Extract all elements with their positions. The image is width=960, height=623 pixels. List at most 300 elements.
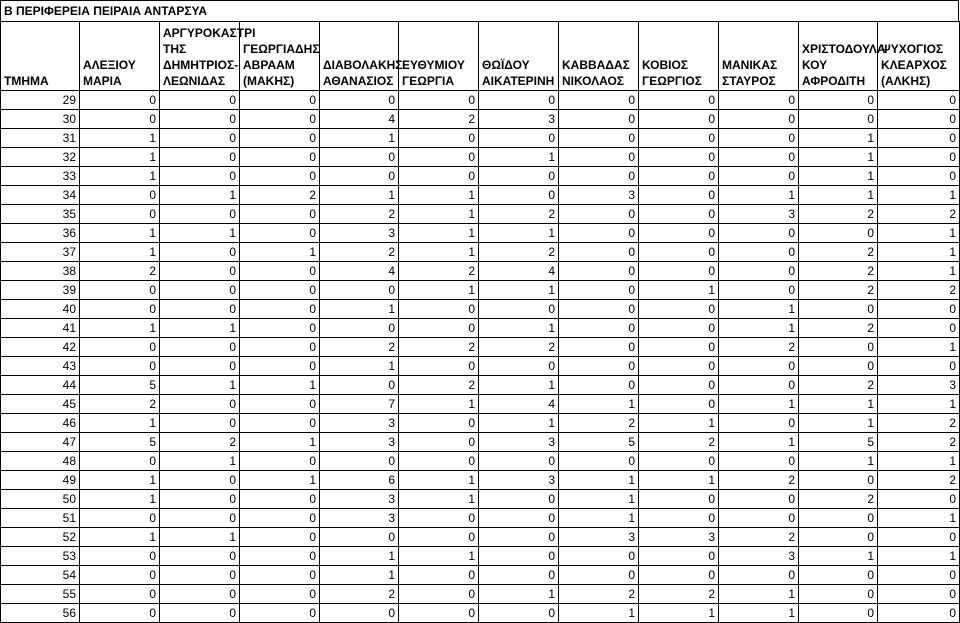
vote-count-cell[interactable]: 3 — [719, 205, 799, 224]
vote-count-cell[interactable]: 0 — [160, 471, 240, 490]
col-header-diavolakis[interactable]: ΔΙΑΒΟΛΑΚΗΣ ΑΘΑΝΑΣΙΟΣ — [320, 22, 399, 91]
vote-count-cell[interactable]: 0 — [878, 604, 960, 623]
vote-count-cell[interactable]: 3 — [320, 414, 399, 433]
col-header-kavvadas[interactable]: ΚΑΒΒΑΔΑΣ ΝΙΚΟΛΑΟΣ — [559, 22, 639, 91]
vote-count-cell[interactable]: 0 — [639, 357, 719, 376]
vote-count-cell[interactable]: 2 — [799, 262, 878, 281]
vote-count-cell[interactable]: 0 — [399, 509, 479, 528]
vote-count-cell[interactable]: 0 — [399, 452, 479, 471]
vote-count-cell[interactable]: 0 — [799, 300, 878, 319]
vote-count-cell[interactable]: 2 — [559, 414, 639, 433]
section-number-cell[interactable]: 30 — [1, 110, 80, 129]
vote-count-cell[interactable]: 1 — [479, 224, 559, 243]
vote-count-cell[interactable]: 0 — [160, 167, 240, 186]
vote-count-cell[interactable]: 1 — [878, 243, 960, 262]
vote-count-cell[interactable]: 0 — [559, 300, 639, 319]
vote-count-cell[interactable]: 0 — [799, 224, 878, 243]
vote-count-cell[interactable]: 1 — [878, 452, 960, 471]
vote-count-cell[interactable]: 1 — [878, 338, 960, 357]
col-header-psychogios[interactable]: ΨΥΧΟΓΙΟΣ ΚΛΕΑΡΧΟΣ (ΑΛΚΗΣ) — [878, 22, 960, 91]
vote-count-cell[interactable]: 1 — [719, 585, 799, 604]
vote-count-cell[interactable]: 0 — [80, 357, 160, 376]
vote-count-cell[interactable]: 7 — [320, 395, 399, 414]
vote-count-cell[interactable]: 4 — [479, 395, 559, 414]
vote-count-cell[interactable]: 0 — [559, 281, 639, 300]
vote-count-cell[interactable]: 0 — [479, 186, 559, 205]
vote-count-cell[interactable]: 3 — [320, 224, 399, 243]
vote-count-cell[interactable]: 1 — [160, 452, 240, 471]
vote-count-cell[interactable]: 0 — [399, 167, 479, 186]
vote-count-cell[interactable]: 0 — [719, 167, 799, 186]
vote-count-cell[interactable]: 0 — [719, 224, 799, 243]
vote-count-cell[interactable]: 2 — [878, 433, 960, 452]
vote-count-cell[interactable]: 0 — [160, 300, 240, 319]
vote-count-cell[interactable]: 1 — [80, 148, 160, 167]
vote-count-cell[interactable]: 0 — [639, 509, 719, 528]
vote-count-cell[interactable]: 1 — [479, 319, 559, 338]
vote-count-cell[interactable]: 1 — [799, 186, 878, 205]
vote-count-cell[interactable]: 0 — [240, 414, 320, 433]
col-header-kovios[interactable]: ΚΟΒΙΟΣ ΓΕΩΡΓΙΟΣ — [639, 22, 719, 91]
vote-count-cell[interactable]: 1 — [320, 129, 399, 148]
col-header-thoidou[interactable]: ΘΩΪΔΟΥ ΑΙΚΑΤΕΡΙΝΗ — [479, 22, 559, 91]
vote-count-cell[interactable]: 2 — [559, 585, 639, 604]
vote-count-cell[interactable]: 2 — [320, 243, 399, 262]
vote-count-cell[interactable]: 0 — [240, 148, 320, 167]
vote-count-cell[interactable]: 4 — [479, 262, 559, 281]
vote-count-cell[interactable]: 0 — [639, 129, 719, 148]
vote-count-cell[interactable]: 2 — [878, 471, 960, 490]
vote-count-cell[interactable]: 0 — [160, 604, 240, 623]
vote-count-cell[interactable]: 0 — [479, 604, 559, 623]
vote-count-cell[interactable]: 2 — [719, 528, 799, 547]
vote-count-cell[interactable]: 1 — [878, 224, 960, 243]
vote-count-cell[interactable]: 3 — [559, 186, 639, 205]
vote-count-cell[interactable]: 2 — [320, 338, 399, 357]
vote-count-cell[interactable]: 2 — [719, 471, 799, 490]
vote-count-cell[interactable]: 2 — [799, 243, 878, 262]
vote-count-cell[interactable]: 0 — [240, 110, 320, 129]
vote-count-cell[interactable]: 2 — [399, 110, 479, 129]
vote-count-cell[interactable]: 0 — [160, 129, 240, 148]
vote-count-cell[interactable]: 1 — [719, 604, 799, 623]
vote-count-cell[interactable]: 1 — [479, 585, 559, 604]
vote-count-cell[interactable]: 0 — [479, 452, 559, 471]
vote-count-cell[interactable]: 0 — [160, 243, 240, 262]
vote-count-cell[interactable]: 3 — [559, 528, 639, 547]
vote-count-cell[interactable]: 0 — [719, 91, 799, 110]
vote-count-cell[interactable]: 2 — [399, 338, 479, 357]
vote-count-cell[interactable]: 0 — [80, 509, 160, 528]
vote-count-cell[interactable]: 0 — [240, 300, 320, 319]
vote-count-cell[interactable]: 0 — [559, 376, 639, 395]
vote-count-cell[interactable]: 0 — [160, 338, 240, 357]
col-header-tmima[interactable]: ΤΜΗΜΑ — [1, 22, 80, 91]
vote-count-cell[interactable]: 3 — [320, 509, 399, 528]
section-number-cell[interactable]: 29 — [1, 91, 80, 110]
vote-count-cell[interactable]: 0 — [240, 528, 320, 547]
vote-count-cell[interactable]: 2 — [878, 414, 960, 433]
vote-count-cell[interactable]: 2 — [878, 205, 960, 224]
vote-count-cell[interactable]: 0 — [240, 566, 320, 585]
vote-count-cell[interactable]: 0 — [799, 471, 878, 490]
vote-count-cell[interactable]: 2 — [240, 186, 320, 205]
vote-count-cell[interactable]: 2 — [878, 281, 960, 300]
vote-count-cell[interactable]: 1 — [559, 604, 639, 623]
vote-count-cell[interactable]: 1 — [479, 414, 559, 433]
vote-count-cell[interactable]: 0 — [799, 338, 878, 357]
vote-count-cell[interactable]: 1 — [399, 471, 479, 490]
vote-count-cell[interactable]: 1 — [878, 186, 960, 205]
section-number-cell[interactable]: 52 — [1, 528, 80, 547]
vote-count-cell[interactable]: 0 — [559, 566, 639, 585]
vote-count-cell[interactable]: 2 — [639, 585, 719, 604]
vote-count-cell[interactable]: 1 — [878, 509, 960, 528]
vote-count-cell[interactable]: 1 — [399, 243, 479, 262]
vote-count-cell[interactable]: 1 — [479, 281, 559, 300]
vote-count-cell[interactable]: 0 — [719, 110, 799, 129]
section-number-cell[interactable]: 36 — [1, 224, 80, 243]
vote-count-cell[interactable]: 0 — [320, 376, 399, 395]
vote-count-cell[interactable]: 5 — [80, 376, 160, 395]
vote-count-cell[interactable]: 0 — [479, 357, 559, 376]
vote-count-cell[interactable]: 0 — [160, 91, 240, 110]
vote-count-cell[interactable]: 0 — [878, 528, 960, 547]
vote-count-cell[interactable]: 0 — [559, 205, 639, 224]
vote-count-cell[interactable]: 0 — [80, 186, 160, 205]
vote-count-cell[interactable]: 1 — [320, 357, 399, 376]
vote-count-cell[interactable]: 1 — [639, 414, 719, 433]
vote-count-cell[interactable]: 2 — [719, 338, 799, 357]
section-number-cell[interactable]: 51 — [1, 509, 80, 528]
vote-count-cell[interactable]: 0 — [878, 148, 960, 167]
vote-count-cell[interactable]: 0 — [799, 528, 878, 547]
section-number-cell[interactable]: 37 — [1, 243, 80, 262]
vote-count-cell[interactable]: 0 — [240, 452, 320, 471]
vote-count-cell[interactable]: 0 — [719, 566, 799, 585]
section-number-cell[interactable]: 31 — [1, 129, 80, 148]
vote-count-cell[interactable]: 4 — [320, 262, 399, 281]
section-number-cell[interactable]: 44 — [1, 376, 80, 395]
vote-count-cell[interactable]: 0 — [479, 547, 559, 566]
vote-count-cell[interactable]: 0 — [878, 110, 960, 129]
vote-count-cell[interactable]: 0 — [719, 262, 799, 281]
vote-count-cell[interactable]: 2 — [799, 281, 878, 300]
vote-count-cell[interactable]: 0 — [799, 91, 878, 110]
vote-count-cell[interactable]: 0 — [240, 129, 320, 148]
vote-count-cell[interactable]: 1 — [878, 547, 960, 566]
vote-count-cell[interactable]: 0 — [160, 205, 240, 224]
vote-count-cell[interactable]: 1 — [240, 433, 320, 452]
vote-count-cell[interactable]: 1 — [80, 167, 160, 186]
vote-count-cell[interactable]: 0 — [639, 300, 719, 319]
vote-count-cell[interactable]: 0 — [878, 319, 960, 338]
vote-count-cell[interactable]: 0 — [479, 129, 559, 148]
vote-count-cell[interactable]: 0 — [160, 281, 240, 300]
vote-count-cell[interactable]: 0 — [80, 452, 160, 471]
vote-count-cell[interactable]: 0 — [399, 91, 479, 110]
vote-count-cell[interactable]: 0 — [639, 167, 719, 186]
vote-count-cell[interactable]: 6 — [320, 471, 399, 490]
vote-count-cell[interactable]: 2 — [399, 376, 479, 395]
vote-count-cell[interactable]: 2 — [799, 205, 878, 224]
section-number-cell[interactable]: 34 — [1, 186, 80, 205]
vote-count-cell[interactable]: 0 — [80, 585, 160, 604]
section-number-cell[interactable]: 45 — [1, 395, 80, 414]
vote-count-cell[interactable]: 0 — [399, 566, 479, 585]
vote-count-cell[interactable]: 0 — [559, 357, 639, 376]
vote-count-cell[interactable]: 1 — [799, 129, 878, 148]
vote-count-cell[interactable]: 0 — [479, 509, 559, 528]
vote-count-cell[interactable]: 0 — [799, 585, 878, 604]
vote-count-cell[interactable]: 1 — [399, 205, 479, 224]
vote-count-cell[interactable]: 1 — [240, 243, 320, 262]
section-number-cell[interactable]: 38 — [1, 262, 80, 281]
vote-count-cell[interactable]: 1 — [80, 528, 160, 547]
vote-count-cell[interactable]: 3 — [719, 547, 799, 566]
section-number-cell[interactable]: 32 — [1, 148, 80, 167]
vote-count-cell[interactable]: 0 — [240, 547, 320, 566]
vote-count-cell[interactable]: 0 — [240, 338, 320, 357]
vote-count-cell[interactable]: 0 — [320, 528, 399, 547]
vote-count-cell[interactable]: 0 — [160, 585, 240, 604]
vote-count-cell[interactable]: 1 — [639, 471, 719, 490]
vote-count-cell[interactable]: 1 — [399, 395, 479, 414]
vote-count-cell[interactable]: 1 — [559, 395, 639, 414]
vote-count-cell[interactable]: 0 — [719, 243, 799, 262]
vote-count-cell[interactable]: 0 — [639, 452, 719, 471]
vote-count-cell[interactable]: 0 — [639, 205, 719, 224]
vote-count-cell[interactable]: 0 — [399, 319, 479, 338]
section-number-cell[interactable]: 55 — [1, 585, 80, 604]
vote-count-cell[interactable]: 2 — [799, 376, 878, 395]
vote-count-cell[interactable]: 0 — [240, 357, 320, 376]
vote-count-cell[interactable]: 0 — [80, 300, 160, 319]
vote-count-cell[interactable]: 0 — [559, 319, 639, 338]
section-number-cell[interactable]: 35 — [1, 205, 80, 224]
vote-count-cell[interactable]: 0 — [639, 338, 719, 357]
vote-count-cell[interactable]: 0 — [399, 129, 479, 148]
vote-count-cell[interactable]: 0 — [80, 110, 160, 129]
vote-count-cell[interactable]: 2 — [639, 433, 719, 452]
vote-count-cell[interactable]: 0 — [559, 91, 639, 110]
section-number-cell[interactable]: 50 — [1, 490, 80, 509]
vote-count-cell[interactable]: 1 — [799, 547, 878, 566]
vote-count-cell[interactable]: 1 — [80, 224, 160, 243]
section-number-cell[interactable]: 40 — [1, 300, 80, 319]
vote-count-cell[interactable]: 0 — [878, 300, 960, 319]
vote-count-cell[interactable]: 0 — [320, 148, 399, 167]
vote-count-cell[interactable]: 0 — [878, 129, 960, 148]
vote-count-cell[interactable]: 0 — [80, 547, 160, 566]
vote-count-cell[interactable]: 1 — [320, 186, 399, 205]
vote-count-cell[interactable]: 0 — [559, 224, 639, 243]
vote-count-cell[interactable]: 0 — [399, 148, 479, 167]
vote-count-cell[interactable]: 0 — [878, 585, 960, 604]
vote-count-cell[interactable]: 0 — [479, 566, 559, 585]
vote-count-cell[interactable]: 3 — [479, 110, 559, 129]
vote-count-cell[interactable]: 1 — [799, 395, 878, 414]
vote-count-cell[interactable]: 0 — [240, 167, 320, 186]
section-number-cell[interactable]: 56 — [1, 604, 80, 623]
vote-count-cell[interactable]: 0 — [639, 243, 719, 262]
vote-count-cell[interactable]: 1 — [559, 509, 639, 528]
vote-count-cell[interactable]: 0 — [80, 281, 160, 300]
vote-count-cell[interactable]: 1 — [878, 262, 960, 281]
vote-count-cell[interactable]: 0 — [160, 148, 240, 167]
vote-count-cell[interactable]: 0 — [878, 566, 960, 585]
vote-count-cell[interactable]: 0 — [399, 528, 479, 547]
vote-count-cell[interactable]: 0 — [479, 490, 559, 509]
section-number-cell[interactable]: 42 — [1, 338, 80, 357]
vote-count-cell[interactable]: 0 — [639, 148, 719, 167]
vote-count-cell[interactable]: 3 — [479, 471, 559, 490]
vote-count-cell[interactable]: 2 — [799, 319, 878, 338]
section-number-cell[interactable]: 49 — [1, 471, 80, 490]
vote-count-cell[interactable]: 0 — [240, 281, 320, 300]
vote-count-cell[interactable]: 3 — [878, 376, 960, 395]
vote-count-cell[interactable]: 0 — [639, 262, 719, 281]
vote-count-cell[interactable]: 0 — [719, 148, 799, 167]
vote-count-cell[interactable]: 0 — [80, 338, 160, 357]
vote-count-cell[interactable]: 1 — [80, 414, 160, 433]
section-number-cell[interactable]: 53 — [1, 547, 80, 566]
vote-count-cell[interactable]: 5 — [80, 433, 160, 452]
vote-count-cell[interactable]: 0 — [240, 604, 320, 623]
vote-count-cell[interactable]: 1 — [80, 490, 160, 509]
vote-count-cell[interactable]: 0 — [240, 91, 320, 110]
vote-count-cell[interactable]: 0 — [479, 91, 559, 110]
vote-count-cell[interactable]: 0 — [559, 110, 639, 129]
vote-count-cell[interactable]: 0 — [719, 129, 799, 148]
vote-count-cell[interactable]: 0 — [399, 357, 479, 376]
vote-count-cell[interactable]: 0 — [399, 604, 479, 623]
col-header-efthymiou[interactable]: ΕΥΘΥΜΙΟΥ ΓΕΩΡΓΙΑ — [399, 22, 479, 91]
vote-count-cell[interactable]: 0 — [320, 604, 399, 623]
vote-count-cell[interactable]: 0 — [639, 186, 719, 205]
vote-count-cell[interactable]: 0 — [320, 281, 399, 300]
vote-count-cell[interactable]: 0 — [639, 91, 719, 110]
vote-count-cell[interactable]: 1 — [639, 281, 719, 300]
vote-count-cell[interactable]: 0 — [639, 376, 719, 395]
vote-count-cell[interactable]: 1 — [719, 186, 799, 205]
vote-count-cell[interactable]: 0 — [80, 205, 160, 224]
vote-count-cell[interactable]: 1 — [799, 414, 878, 433]
vote-count-cell[interactable]: 1 — [719, 433, 799, 452]
section-number-cell[interactable]: 33 — [1, 167, 80, 186]
vote-count-cell[interactable]: 0 — [240, 205, 320, 224]
vote-count-cell[interactable]: 0 — [878, 91, 960, 110]
vote-count-cell[interactable]: 2 — [479, 338, 559, 357]
vote-count-cell[interactable]: 1 — [799, 167, 878, 186]
vote-count-cell[interactable]: 2 — [479, 243, 559, 262]
vote-count-cell[interactable]: 0 — [80, 566, 160, 585]
vote-count-cell[interactable]: 1 — [878, 395, 960, 414]
vote-count-cell[interactable]: 1 — [559, 490, 639, 509]
vote-count-cell[interactable]: 1 — [320, 547, 399, 566]
vote-count-cell[interactable]: 2 — [80, 395, 160, 414]
vote-count-cell[interactable]: 1 — [80, 471, 160, 490]
vote-count-cell[interactable]: 0 — [320, 452, 399, 471]
vote-count-cell[interactable]: 3 — [639, 528, 719, 547]
vote-count-cell[interactable]: 2 — [479, 205, 559, 224]
col-header-argyrokastritis[interactable]: ΑΡΓΥΡΟΚΑΣΤΡΙ ΤΗΣ ΔΗΜΗΤΡΙΟΣ- ΛΕΩΝΙΔΑΣ — [160, 22, 240, 91]
vote-count-cell[interactable]: 1 — [399, 490, 479, 509]
vote-count-cell[interactable]: 0 — [799, 604, 878, 623]
vote-count-cell[interactable]: 1 — [719, 300, 799, 319]
vote-count-cell[interactable]: 1 — [479, 376, 559, 395]
vote-count-cell[interactable]: 0 — [639, 566, 719, 585]
vote-count-cell[interactable]: 0 — [479, 300, 559, 319]
vote-count-cell[interactable]: 0 — [160, 110, 240, 129]
vote-count-cell[interactable]: 3 — [320, 433, 399, 452]
section-number-cell[interactable]: 47 — [1, 433, 80, 452]
vote-count-cell[interactable]: 4 — [320, 110, 399, 129]
vote-count-cell[interactable]: 1 — [799, 148, 878, 167]
col-header-manikas[interactable]: ΜΑΝΙΚΑΣ ΣΤΑΥΡΟΣ — [719, 22, 799, 91]
vote-count-cell[interactable]: 0 — [240, 585, 320, 604]
vote-count-cell[interactable]: 0 — [160, 490, 240, 509]
vote-count-cell[interactable]: 0 — [559, 148, 639, 167]
vote-count-cell[interactable]: 0 — [559, 338, 639, 357]
vote-count-cell[interactable]: 0 — [799, 509, 878, 528]
vote-count-cell[interactable]: 0 — [160, 547, 240, 566]
vote-count-cell[interactable]: 1 — [240, 471, 320, 490]
vote-count-cell[interactable]: 1 — [240, 376, 320, 395]
vote-count-cell[interactable]: 5 — [799, 433, 878, 452]
vote-count-cell[interactable]: 0 — [719, 376, 799, 395]
vote-count-cell[interactable]: 1 — [320, 300, 399, 319]
vote-count-cell[interactable]: 3 — [320, 490, 399, 509]
vote-count-cell[interactable]: 0 — [559, 262, 639, 281]
section-number-cell[interactable]: 41 — [1, 319, 80, 338]
col-header-christodoulakou[interactable]: ΧΡΙΣΤΟΔΟΥΛΑ ΚΟΥ ΑΦΡΟΔΙΤΗ — [799, 22, 878, 91]
vote-count-cell[interactable]: 0 — [719, 490, 799, 509]
section-number-cell[interactable]: 54 — [1, 566, 80, 585]
vote-count-cell[interactable]: 0 — [878, 357, 960, 376]
vote-count-cell[interactable]: 0 — [479, 528, 559, 547]
vote-count-cell[interactable]: 0 — [240, 319, 320, 338]
col-header-alexiou[interactable]: ΑΛΕΞΙΟΥ ΜΑΡΙΑ — [80, 22, 160, 91]
vote-count-cell[interactable]: 3 — [479, 433, 559, 452]
vote-count-cell[interactable]: 1 — [399, 547, 479, 566]
vote-count-cell[interactable]: 0 — [559, 167, 639, 186]
vote-count-cell[interactable]: 0 — [160, 414, 240, 433]
vote-count-cell[interactable]: 1 — [719, 319, 799, 338]
vote-count-cell[interactable]: 0 — [878, 490, 960, 509]
section-number-cell[interactable]: 46 — [1, 414, 80, 433]
section-number-cell[interactable]: 43 — [1, 357, 80, 376]
vote-count-cell[interactable]: 2 — [320, 585, 399, 604]
vote-count-cell[interactable]: 1 — [320, 566, 399, 585]
vote-count-cell[interactable]: 2 — [399, 262, 479, 281]
vote-count-cell[interactable]: 0 — [240, 490, 320, 509]
vote-count-cell[interactable]: 2 — [160, 433, 240, 452]
vote-count-cell[interactable]: 1 — [160, 319, 240, 338]
vote-count-cell[interactable]: 0 — [799, 110, 878, 129]
vote-count-cell[interactable]: 1 — [160, 376, 240, 395]
vote-count-cell[interactable]: 1 — [399, 224, 479, 243]
vote-count-cell[interactable]: 1 — [80, 129, 160, 148]
vote-count-cell[interactable]: 1 — [160, 224, 240, 243]
vote-count-cell[interactable]: 0 — [479, 167, 559, 186]
vote-count-cell[interactable]: 0 — [160, 566, 240, 585]
vote-count-cell[interactable]: 1 — [80, 243, 160, 262]
vote-count-cell[interactable]: 0 — [320, 167, 399, 186]
vote-count-cell[interactable]: 1 — [719, 395, 799, 414]
section-number-cell[interactable]: 39 — [1, 281, 80, 300]
vote-count-cell[interactable]: 0 — [639, 319, 719, 338]
